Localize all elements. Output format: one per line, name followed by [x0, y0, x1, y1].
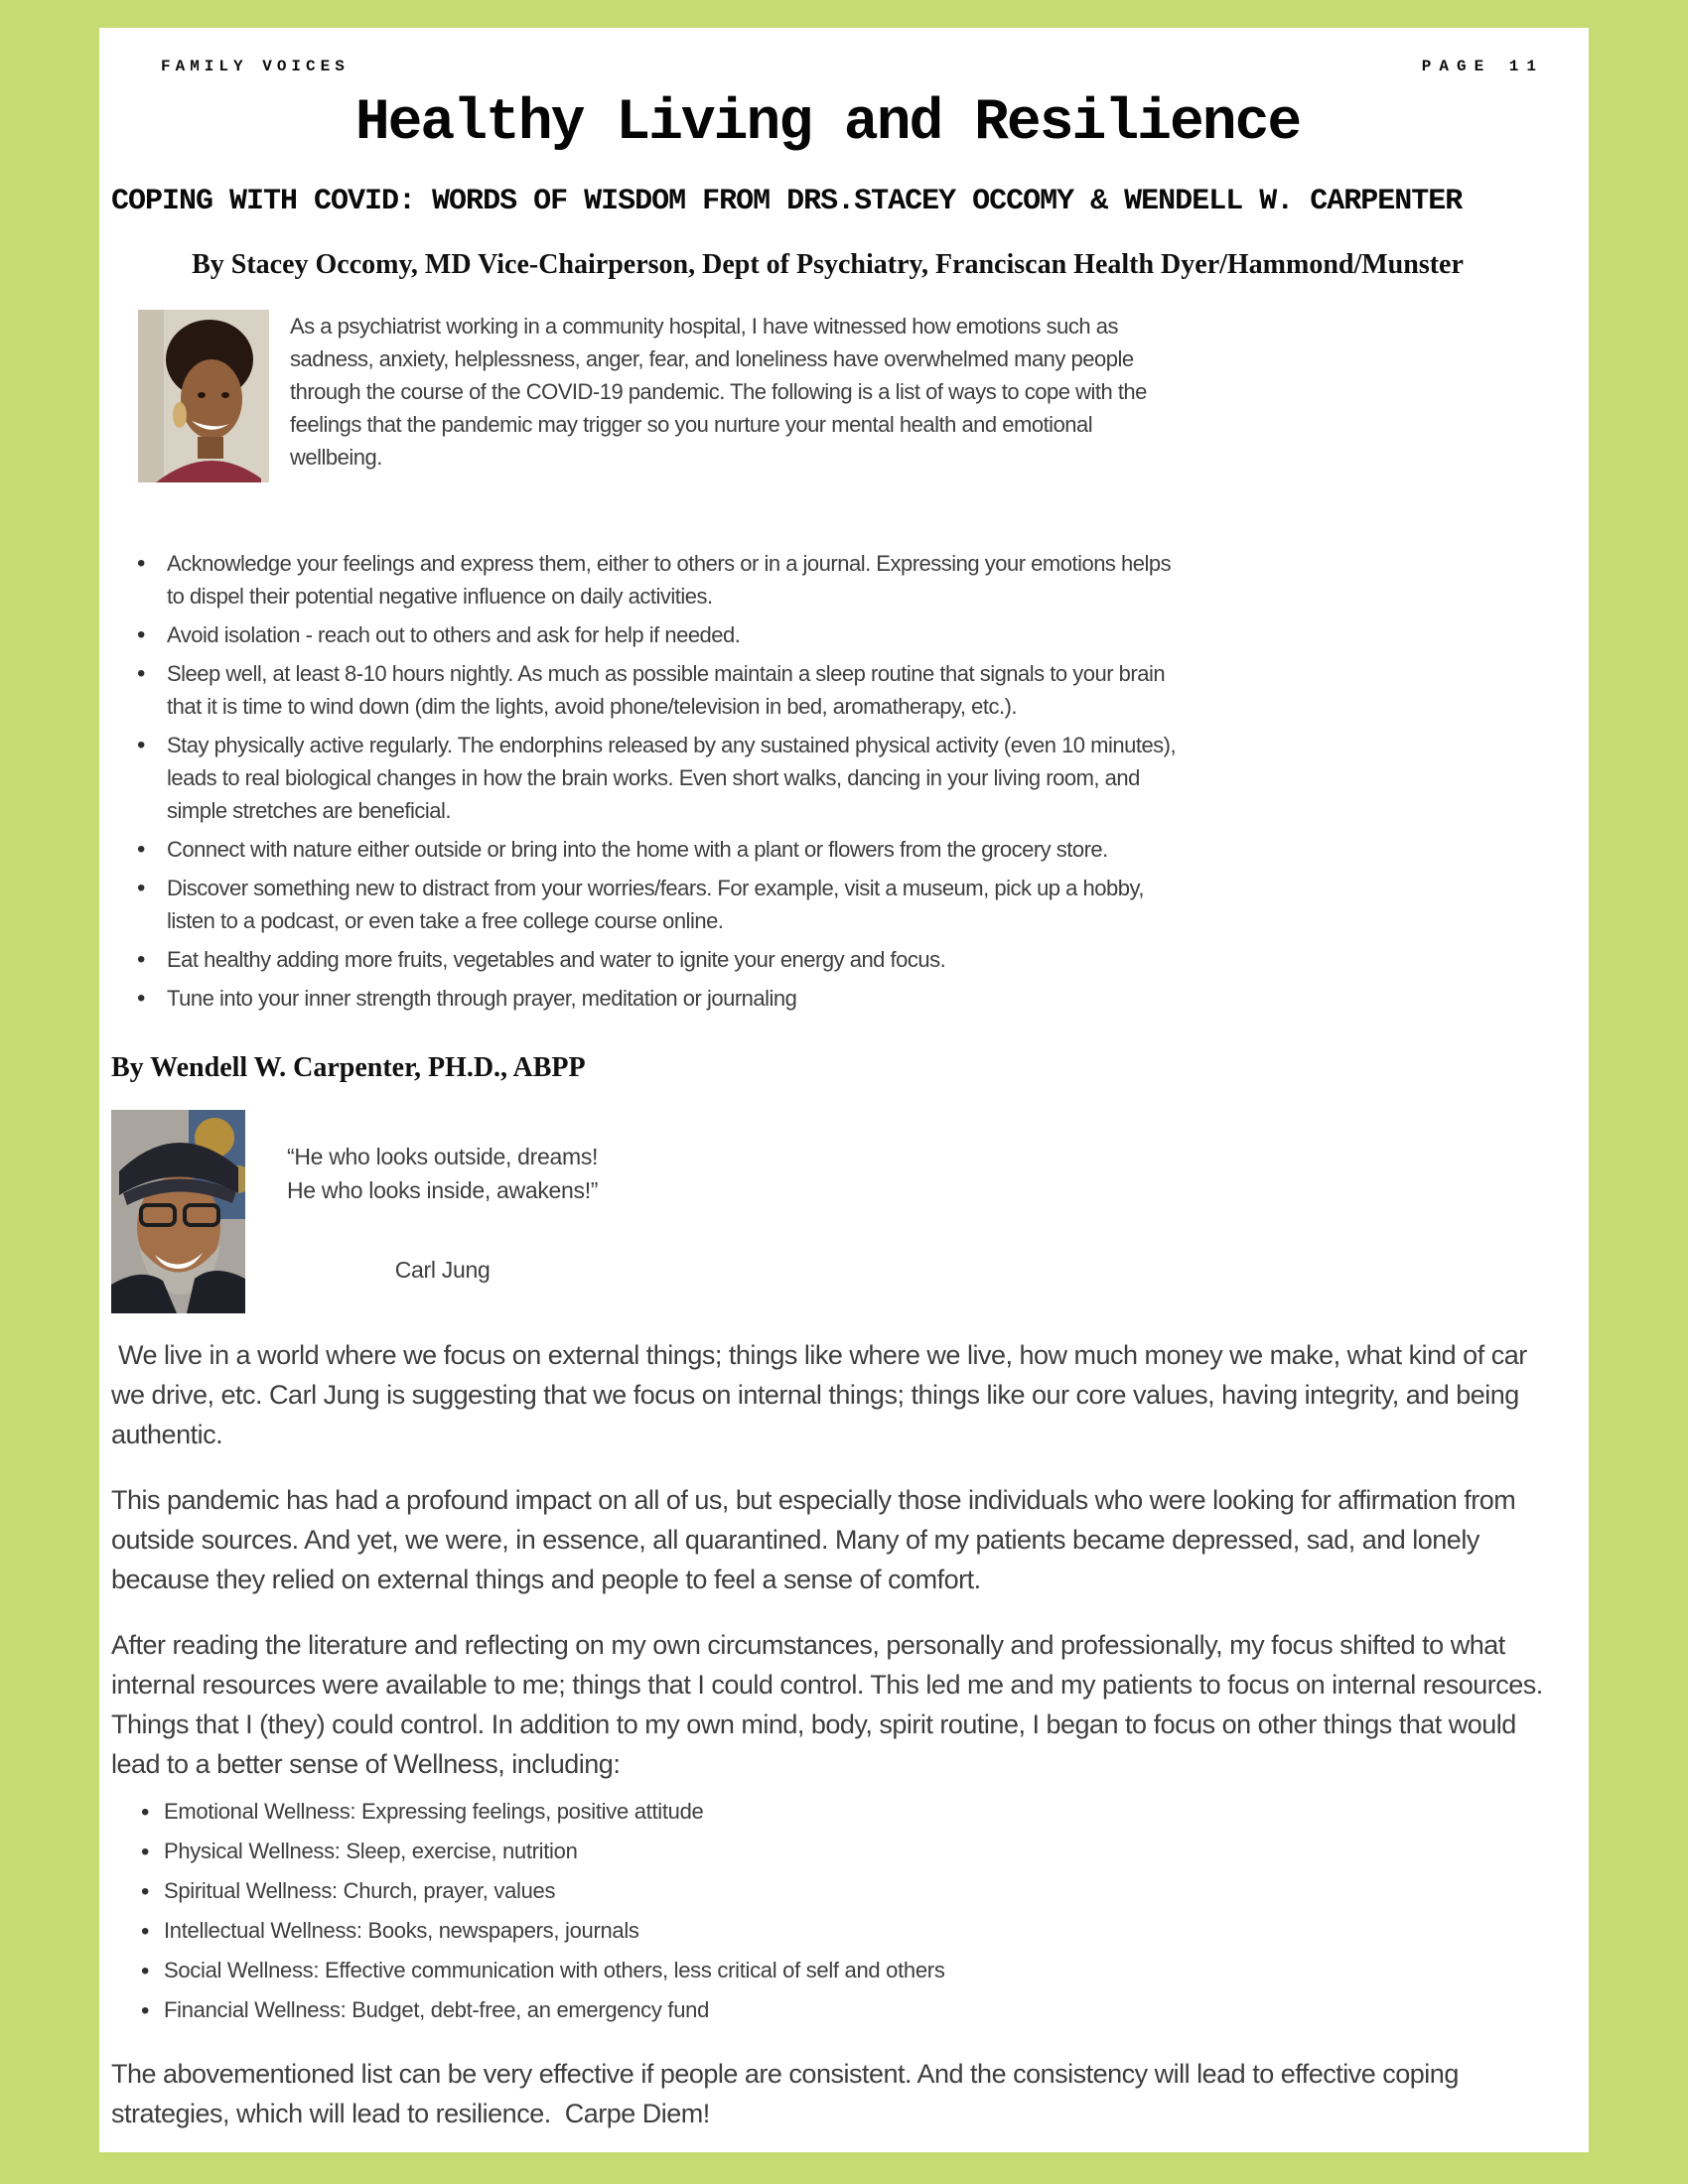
carpenter-paragraph-1: We live in a world where we focus on external things; things like where we live, how much money we make, what kind of car we drive, etc. Carl Jung is suggesting that we focus on internal things; things like our core values, having integrity, and being authentic. — [111, 1340, 1534, 1449]
wellness-list — [111, 1792, 1303, 2030]
wellness-item: • Emotional Wellness: Expressing feelings, positive attitude — [111, 1792, 1303, 1832]
wellness-item: • Financial Wellness: Budget, debt-free, an emergency fund — [111, 1990, 1303, 2030]
wellness-item: • Spiritual Wellness: Church, prayer, values — [111, 1871, 1303, 1911]
tip-item: • Stay physically active regularly. The endorphins released by any sustained physical activity (even 10 minutes), leads to real biological changes in how the brain works. Even short walks, dancing in your living room, and simple stretches are beneficial. — [111, 729, 1189, 827]
page-subtitle: COPING WITH COVID: WORDS OF WISDOM FROM DRS.STACEY OCCOMY & WENDELL W. CARPENTER — [111, 185, 1463, 218]
byline-carpenter: By Wendell W. Carpenter, PH.D., ABPP — [111, 1052, 586, 1083]
tip-item: • Avoid isolation - reach out to others and ask for help if needed. — [111, 618, 1189, 651]
page-title: Healthy Living and Resilience — [354, 91, 1301, 156]
quote-line-2: He who looks inside, awakens!” — [287, 1177, 599, 1203]
tip-item: • Tune into your inner strength through prayer, meditation or journaling — [111, 982, 1189, 1015]
tip-item: • Connect with nature either outside or bring into the home with a plant or flowers from the grocery store. — [111, 833, 1189, 866]
page-header — [111, 58, 1544, 75]
stacey-occomy-photo — [138, 310, 269, 482]
wendell-carpenter-photo — [111, 1110, 245, 1313]
carpenter-paragraph-3: After reading the literature and reflecting on my own circumstances, personally and professionally, my focus shifted to what internal resources were available to me; things that I could control. This led me and my patients to focus on internal resources. Things that I (they) could control. In addition to my own mind, body, spirit routine, I began to focus on other things that would lead to a better sense of Wellness, including: — [111, 1630, 1550, 1779]
tip-item: • Acknowledge your feelings and express them, either to others or in a journal. Expressing your emotions helps to dispel their potential negative influence on daily activities. — [111, 547, 1189, 613]
wellness-item: • Social Wellness: Effective communication with others, less critical of self and others — [111, 1951, 1303, 1990]
carpenter-paragraph-2: This pandemic has had a profound impact on all of us, but especially those individuals who were looking for affirmation from outside sources. And yet, we were, in essence, all quarantined. Many of my patients became depressed, sad, and lonely because they relied on external things and people to feel a sense of comfort. — [111, 1485, 1523, 1594]
jung-quote — [287, 1140, 598, 1313]
tip-item: • Sleep well, at least 8-10 hours nightly. As much as possible maintain a sleep routine that signals to your brain that it is time to wind down (dim the lights, avoid phone/television in bed, aromatherapy, etc.). — [111, 657, 1189, 723]
tip-item: • Eat healthy adding more fruits, vegetables and water to ignite your energy and focus. — [111, 943, 1189, 976]
wellness-item: • Physical Wellness: Sleep, exercise, nutrition — [111, 1832, 1303, 1871]
occomy-intro-row — [111, 310, 1544, 482]
byline-occomy: By Stacey Occomy, MD Vice-Chairperson, Dept of Psychiatry, Franciscan Health Dyer/Hammond/Munster — [192, 249, 1464, 280]
closing-paragraph: The abovementioned list can be very effective if people are consistent. And the consistency will lead to effective coping strategies, which will lead to resilience. Carpe Diem! — [111, 2059, 1466, 2128]
wellness-item: • Intellectual Wellness: Books, newspapers, journals — [111, 1911, 1303, 1951]
coping-tips-list — [111, 547, 1189, 1015]
occomy-intro-paragraph: As a psychiatrist working in a community hospital, I have witnessed how emotions such as sadness, anxiety, helplessness, anger, fear, and loneliness have overwhelmed many people through the course of the COVID-19 pandemic. The following is a list of ways to cope with the feelings that the pandemic may trigger so you nurture your mental health and emotional wellbeing. — [290, 314, 1153, 470]
quote-attribution: Carl Jung — [394, 1257, 491, 1283]
page-number: PAGE 11 — [1421, 58, 1544, 75]
masthead: FAMILY VOICES — [161, 58, 350, 75]
tip-item: • Discover something new to distract from your worries/fears. For example, visit a museum, pick up a hobby, listen to a podcast, or even take a free college course online. — [111, 872, 1189, 937]
carpenter-quote-row — [111, 1110, 1544, 1313]
page-sheet — [99, 28, 1589, 2152]
quote-line-1: “He who looks outside, dreams! — [287, 1144, 599, 1169]
